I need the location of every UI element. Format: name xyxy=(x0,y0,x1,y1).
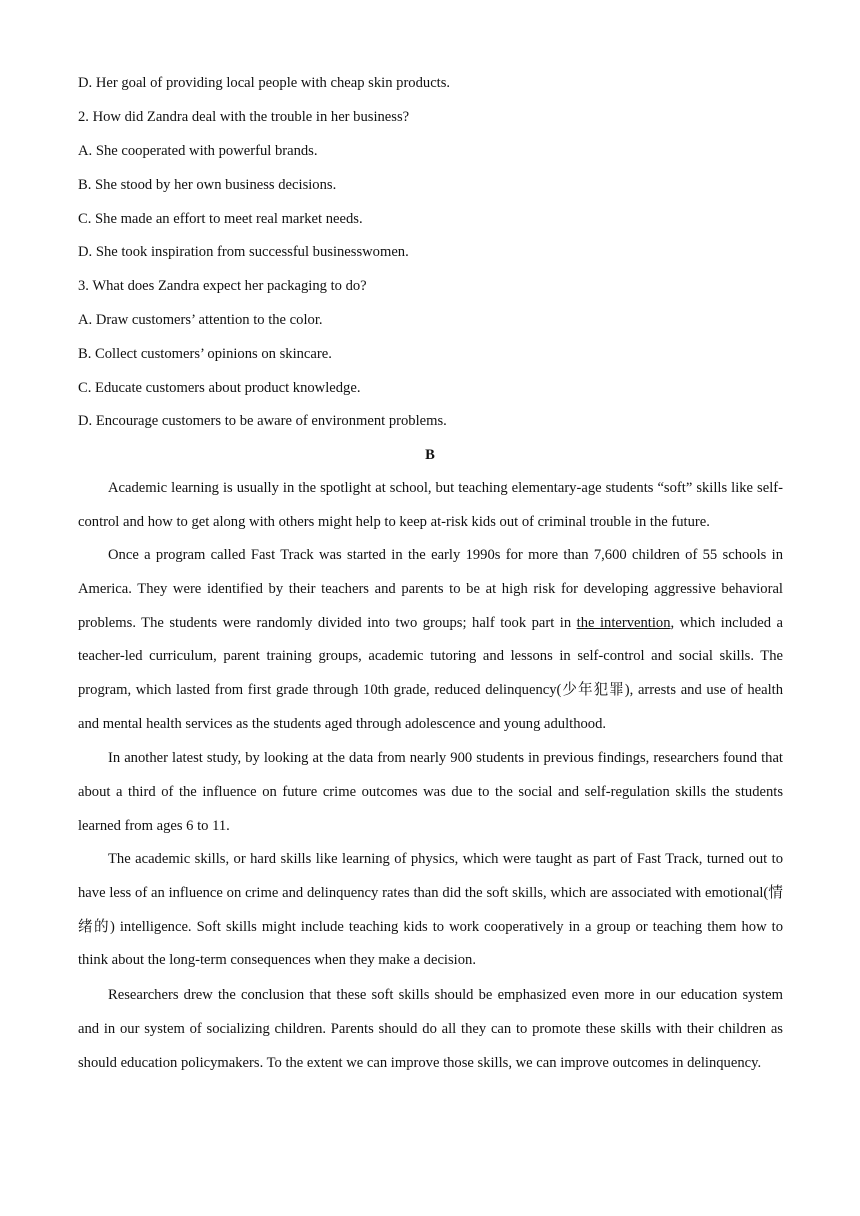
q1-option-d: D. Her goal of providing local people with cheap skin products. xyxy=(78,75,451,91)
paragraph-2-text-before: Once a program called Fast Track was started in the early 1990s for more than 7,600 children of 55 schools in America. They were identified by their teachers and parents to be at high risk for developing aggressive behavioral problems. The students were randomly divided into two groups; half took part in xyxy=(78,547,783,631)
paragraph-3: In another latest study, by looking at the data from nearly 900 students in previous findings, researchers found that about a third of the influence on future crime outcomes was due to the social and self-regulation skills the students learned from ages 6 to 11. xyxy=(78,750,783,834)
paragraph-1: Academic learning is usually in the spotlight at school, but teaching elementary-age students “soft” skills like self-control and how to get along with others might help to keep at-risk kids out of criminal trouble in the future. xyxy=(78,480,783,530)
q3-option-a: A. Draw customers’ attention to the color. xyxy=(78,312,323,328)
q2-stem: 2. How did Zandra deal with the trouble in her business? xyxy=(78,109,410,125)
q2-option-a: A. She cooperated with powerful brands. xyxy=(78,143,318,159)
paragraph-2 xyxy=(78,539,783,742)
q3-option-c: C. Educate customers about product knowledge. xyxy=(78,380,361,396)
underlined-phrase-the-intervention: the intervention xyxy=(576,614,671,631)
paragraph-5: Researchers drew the conclusion that these soft skills should be emphasized even more in our education system and in our system of socializing children. Parents should do all they can to promote these skills with their children as should education policymakers. To the extent we can improve those skills, we can improve outcomes in delinquency. xyxy=(78,987,783,1071)
q3-stem: 3. What does Zandra expect her packaging to do? xyxy=(78,278,367,294)
paragraph-2-text-after: , which included a teacher-led curriculum, parent training groups, academic tutoring and lessons in self-control and social skills. The program, which lasted from first grade through 10th grade, reduced delinquency(少年犯罪), arrests and use of health and mental health services as the students aged through adolescence and young adulthood. xyxy=(78,614,783,732)
q2-option-b: B. She stood by her own business decisions. xyxy=(78,177,337,193)
q2-option-c: C. She made an effort to meet real market needs. xyxy=(78,211,363,227)
paragraph-4: The academic skills, or hard skills like learning of physics, which were taught as part of Fast Track, turned out to have less of an influence on crime and delinquency rates than did the soft skills, which are associated with emotional(情绪的) intelligence. Soft skills might include teaching kids to work cooperatively in a group or teaching them how to think about the long-term consequences when they make a decision. xyxy=(78,851,783,969)
q2-option-d: D. She took inspiration from successful businesswomen. xyxy=(78,244,409,260)
q3-option-d: D. Encourage customers to be aware of environment problems. xyxy=(78,413,447,429)
q3-option-b: B. Collect customers’ opinions on skincare. xyxy=(78,346,332,362)
passage-title: B xyxy=(425,447,435,463)
